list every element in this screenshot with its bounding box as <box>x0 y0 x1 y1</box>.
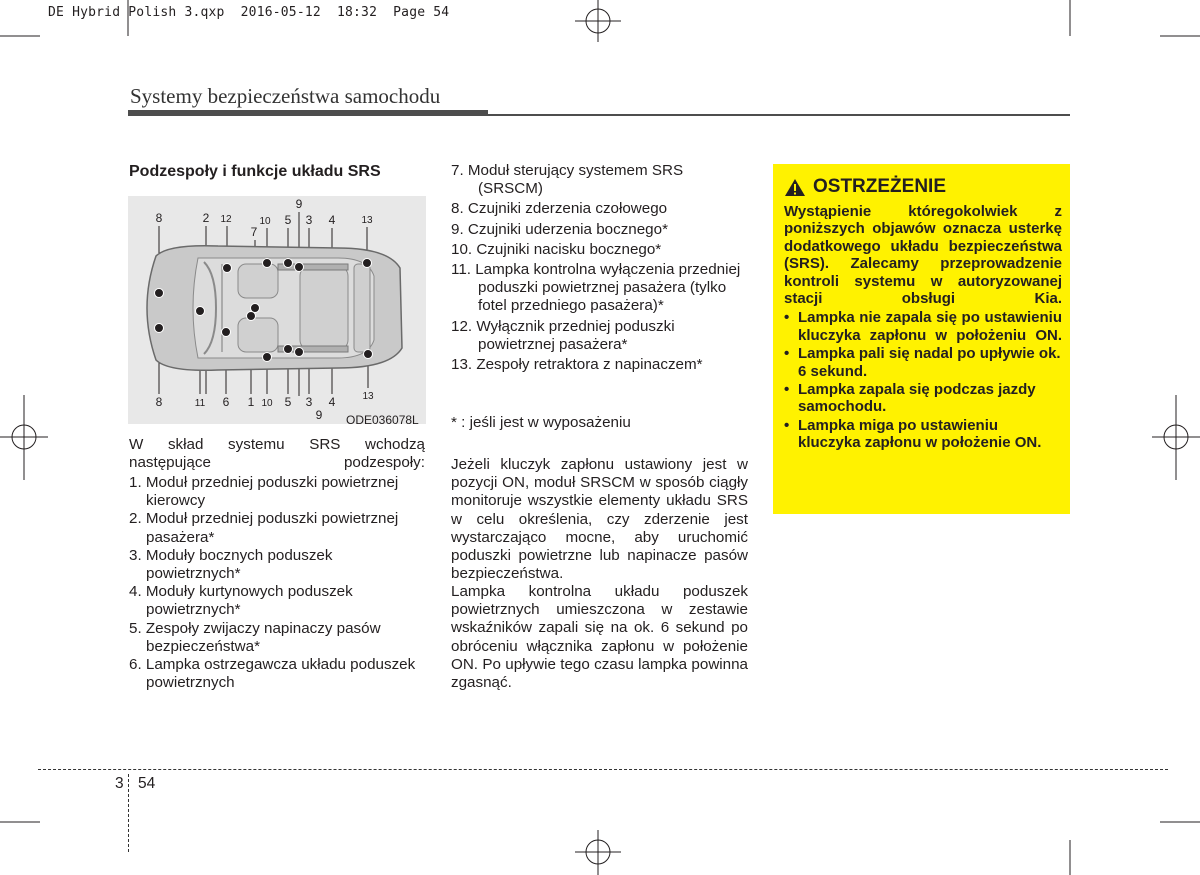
list-item: 9. Czujniki uderzenia bocznego* <box>451 220 668 238</box>
callout-2: 2 <box>202 211 210 225</box>
callout-13-top: 13 <box>361 215 373 226</box>
callout-4-top: 4 <box>328 213 336 227</box>
callout-6: 6 <box>222 395 230 409</box>
callout-5-top: 5 <box>284 213 292 227</box>
callout-8-top: 8 <box>155 211 163 225</box>
title-rule-thin <box>128 114 1070 116</box>
callout-5-bottom: 5 <box>284 395 292 409</box>
callout-9-top: 9 <box>295 197 303 211</box>
callout-8-bottom: 8 <box>155 395 163 409</box>
warning-bullet: • Lampka miga po ustawieniu kluczyka zapłonu w położenie ON. <box>784 417 1062 452</box>
footer-rule <box>38 769 1168 770</box>
warning-bullets <box>784 309 1062 451</box>
callout-9-bottom: 9 <box>315 408 323 422</box>
callout-10-top: 10 <box>259 216 271 227</box>
print-slug: DE Hybrid Polish 3.qxp 2016-05-12 18:32 Page 54 <box>48 5 450 20</box>
figure-code: ODE036078L <box>346 413 419 427</box>
list-item: 7. Moduł sterujący systemem SRS (SRSCM) <box>451 162 684 198</box>
callout-4-bottom: 4 <box>328 395 336 409</box>
list-item: 13. Zespoły retraktora z napinaczem* <box>451 356 703 374</box>
page-number: 54 <box>138 775 156 792</box>
callout-3-top: 3 <box>305 213 313 227</box>
warning-triangle-icon <box>784 178 806 197</box>
list-item: 12. Wyłącznik przedniej poduszki powietrznej pasażera* <box>451 317 675 353</box>
warning-title: OSTRZEŻENIE <box>813 176 947 197</box>
callout-13-bottom: 13 <box>362 391 374 402</box>
intro-paragraph: W skład systemu SRS wchodzą następujące podzespoły: <box>129 436 425 472</box>
callout-12: 12 <box>220 214 232 225</box>
callout-3-bottom: 3 <box>305 395 313 409</box>
srs-diagram <box>128 196 426 424</box>
component-list-2 <box>451 162 749 374</box>
list-item: 10. Czujniki nacisku bocznego* <box>451 240 662 258</box>
list-item: 3. Moduły bocznych poduszek powietrznych* <box>129 546 333 583</box>
warning-bullet: • Lampka nie zapala się po ustawieniu kluczyka zapłonu w położeniu ON. <box>784 309 1062 344</box>
section-heading: Podzespoły i funkcje układu SRS <box>129 163 381 180</box>
warning-header <box>784 176 1062 198</box>
callout-1: 1 <box>247 395 255 409</box>
paragraph-monitoring: Jeżeli kluczyk zapłonu ustawiony jest w pozycji ON, moduł SRSCM w sposób ciągły monitoruje wszystkie elementy układu SRS w celu określenia, czy zderzenie jest wystarczająco mocne, aby uruchomić poduszki powietrzne lub napinacze pasów bezpieczeństwa. <box>451 456 748 583</box>
list-item: 6. Lampka ostrzegawcza układu poduszek powietrznych <box>129 656 416 692</box>
warning-body: Wystąpienie któregokolwiek z poniższych objawów oznacza usterkę dodatkowego układu bezpieczeństwa (SRS). Zalecamy przeprowadzenie kontroli systemu w autoryzowanej stacji obsługi Kia. <box>784 203 1062 308</box>
warning-box <box>773 164 1070 514</box>
paragraph-warning-lamp: Lampka kontrolna układu poduszek powietrznych umieszczona w zestawie wskaźników zapali się na ok. 6 sekund po obróceniu włącznika zapłonu w położenie ON. Po upływie tego czasu lampka powinna zgasnąć. <box>451 583 748 692</box>
footer-divider <box>128 774 129 852</box>
warning-bullet: • Lampka pali się nadal po upływie ok. 6 sekund. <box>784 345 1062 380</box>
section-title: Systemy bezpieczeństwa samochodu <box>130 84 441 108</box>
list-item: 4. Moduły kurtynowych poduszek powietrznych* <box>129 583 353 619</box>
component-list-1 <box>129 474 427 692</box>
list-item: 2. Moduł przedniej poduszki powietrznej pasażera* <box>129 510 399 546</box>
list-item: 1. Moduł przedniej poduszki powietrznej kierowcy <box>129 474 399 510</box>
list-item: 5. Zespoły zwijaczy napinaczy pasów bezpieczeństwa* <box>129 619 381 655</box>
callout-10-bottom: 10 <box>261 398 273 409</box>
car-top-view-illustration <box>128 196 426 424</box>
list-item: 11. Lampka kontrolna wyłączenia przedniej poduszki powietrznej pasażera (tylko fotel przedniego pasażera)* <box>451 261 741 315</box>
list-item: 8. Czujniki zderzenia czołowego <box>451 200 668 218</box>
footnote: * : jeśli jest w wyposażeniu <box>451 414 631 431</box>
callout-11: 11 <box>194 398 206 409</box>
chapter-number: 3 <box>115 775 124 792</box>
warning-bullet: • Lampka zapala się podczas jazdy samochodu. <box>784 381 1062 416</box>
callout-7: 7 <box>250 225 258 239</box>
